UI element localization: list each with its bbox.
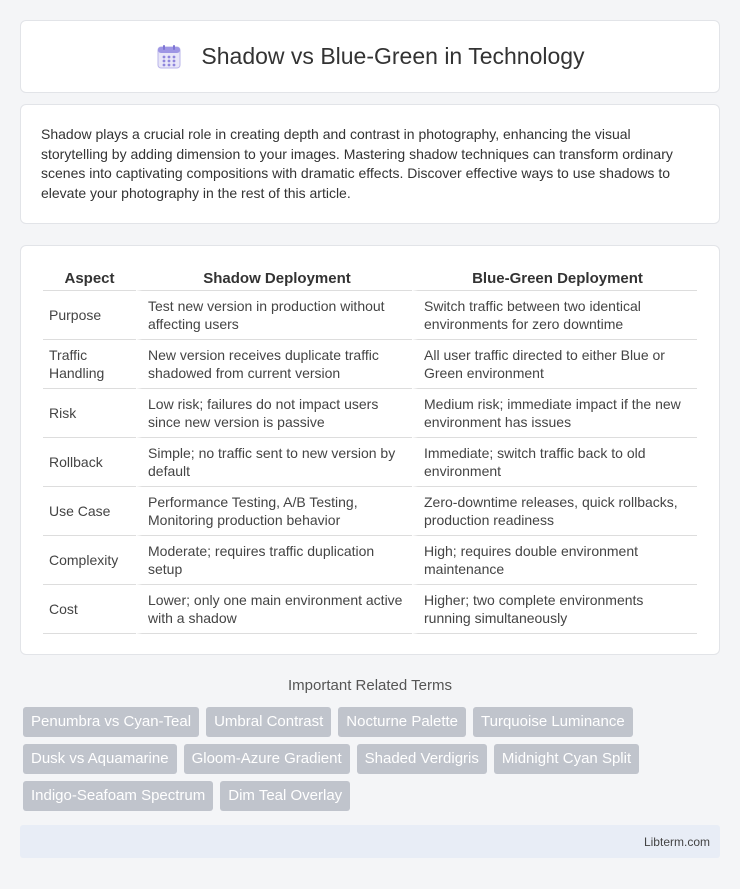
cell-bluegreen: Immediate; switch traffic back to old environment [412, 438, 697, 487]
title-card [20, 20, 720, 93]
cell-shadow: Performance Testing, A/B Testing, Monitoring production behavior [136, 487, 412, 536]
related-terms-heading: Important Related Terms [288, 677, 452, 694]
cell-aspect: Risk [43, 389, 136, 438]
cell-shadow: New version receives duplicate traffic shadowed from current version [136, 340, 412, 389]
related-term-tag[interactable]: Penumbra vs Cyan-Teal [23, 707, 199, 737]
table-row [43, 487, 697, 536]
related-term-tag[interactable]: Nocturne Palette [338, 707, 466, 737]
table-header-row [43, 265, 697, 291]
intro-card [20, 104, 720, 224]
header-bluegreen: Blue-Green Deployment [412, 265, 697, 291]
header-shadow: Shadow Deployment [136, 265, 412, 291]
cell-shadow: Moderate; requires traffic duplication setup [136, 536, 412, 585]
cell-shadow: Simple; no traffic sent to new version by default [136, 438, 412, 487]
table-row [43, 389, 697, 438]
cell-bluegreen: All user traffic directed to either Blue or Green environment [412, 340, 697, 389]
related-term-tag[interactable]: Indigo-Seafoam Spectrum [23, 781, 213, 811]
cell-bluegreen: Zero-downtime releases, quick rollbacks, production readiness [412, 487, 697, 536]
comparison-table-card [20, 245, 720, 655]
related-term-tag[interactable]: Midnight Cyan Split [494, 744, 639, 774]
cell-shadow: Low risk; failures do not impact users since new version is passive [136, 389, 412, 438]
related-terms-section [20, 677, 720, 811]
cell-bluegreen: High; requires double environment maintenance [412, 536, 697, 585]
cell-aspect: Purpose [43, 291, 136, 340]
related-term-tag[interactable]: Gloom-Azure Gradient [184, 744, 350, 774]
related-term-tag[interactable]: Umbral Contrast [206, 707, 331, 737]
related-term-tag[interactable]: Shaded Verdigris [357, 744, 487, 774]
cell-shadow: Lower; only one main environment active with a shadow [136, 585, 412, 634]
related-term-tag[interactable]: Dim Teal Overlay [220, 781, 350, 811]
table-row [43, 291, 697, 340]
related-term-tag[interactable]: Turquoise Luminance [473, 707, 633, 737]
comparison-table [43, 265, 697, 634]
intro-text: Shadow plays a crucial role in creating depth and contrast in photography, enhancing the visual storytelling by adding dimension to your images. Mastering shadow techniques can transform ordinary scenes into captivating compositions with dramatic effects. Discover effective ways to use shadows to elevate your photography in the rest of this article. [41, 126, 673, 201]
cell-aspect: Cost [43, 585, 136, 634]
cell-aspect: Rollback [43, 438, 136, 487]
calendar-grid-icon [155, 43, 183, 71]
table-row [43, 585, 697, 634]
cell-bluegreen: Medium risk; immediate impact if the new environment has issues [412, 389, 697, 438]
cell-bluegreen: Switch traffic between two identical environments for zero downtime [412, 291, 697, 340]
cell-aspect: Complexity [43, 536, 136, 585]
related-terms-tags [20, 707, 720, 811]
cell-bluegreen: Higher; two complete environments running simultaneously [412, 585, 697, 634]
table-row [43, 536, 697, 585]
footer [20, 825, 720, 858]
table-row [43, 438, 697, 487]
cell-aspect: Use Case [43, 487, 136, 536]
cell-aspect: Traffic Handling [43, 340, 136, 389]
footer-site-link[interactable]: Libterm.com [643, 834, 710, 849]
cell-shadow: Test new version in production without affecting users [136, 291, 412, 340]
table-row [43, 340, 697, 389]
header-aspect: Aspect [43, 265, 136, 291]
related-term-tag[interactable]: Dusk vs Aquamarine [23, 744, 177, 774]
page-title: Shadow vs Blue-Green in Technology [201, 43, 585, 69]
